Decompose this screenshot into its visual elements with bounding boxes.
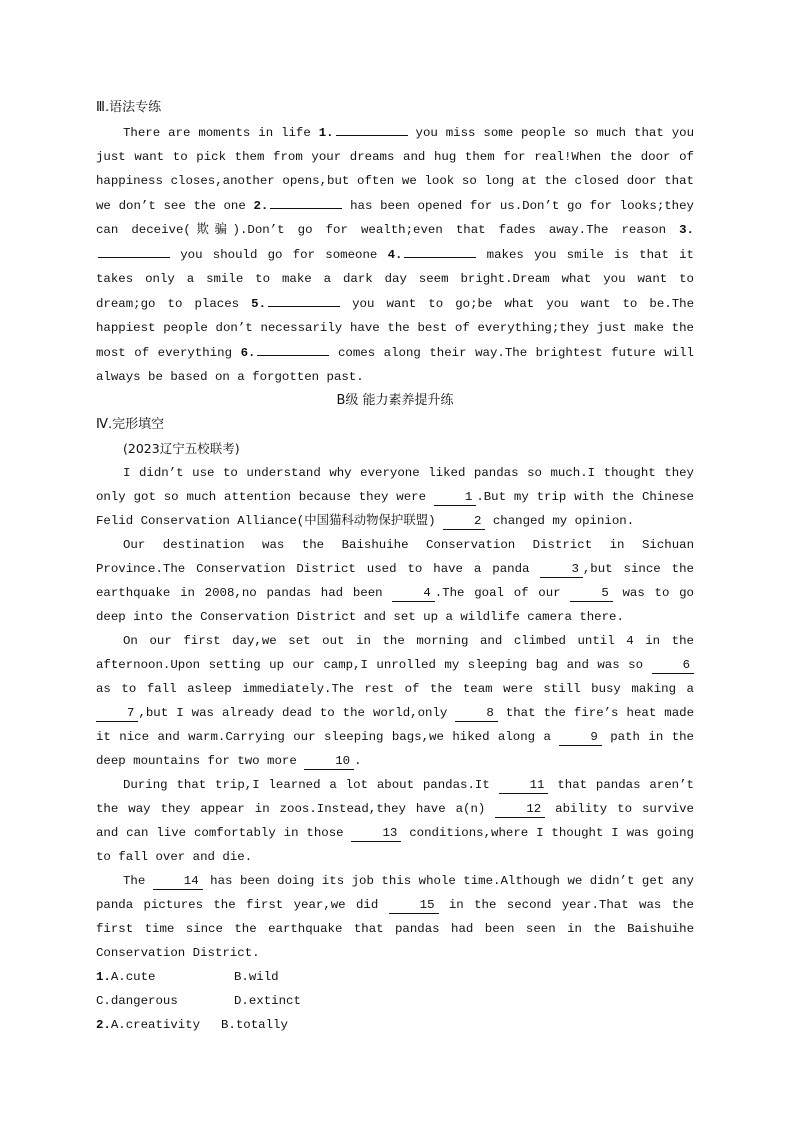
answer-blank[interactable] (268, 291, 340, 307)
blank-number: 6. (240, 346, 256, 360)
blank-number: 4. (387, 248, 403, 262)
cloze-blank[interactable]: 13 (351, 825, 401, 842)
cloze-blank[interactable]: 15 (389, 897, 439, 914)
option-b[interactable]: B.totally (221, 1018, 288, 1032)
question-number: 1. (96, 970, 111, 984)
section-3-title: Ⅲ.语法专练 (96, 100, 162, 115)
answer-blank[interactable] (336, 120, 408, 136)
cloze-blank[interactable]: 4 (392, 585, 434, 602)
blank-number: 3. (679, 223, 694, 237)
option-b[interactable]: B.wild (234, 970, 279, 984)
cloze-blank[interactable]: 3 (540, 561, 582, 578)
grammar-passage: There are moments in life 1. you miss some people so much that you just want to pick them from your dreams and hug them for real!When the door of happiness closes,another opens,but often we look so long at the closed door that we don’t see the one 2. has been opened for us.Don’t go for looks;they can deceive(欺骗).Don’t go for wealth;even that fades away.The reason 3. you should go for someone 4. makes you smile is that it takes only a smile to make a dark day seem bright.Dream what you want to dream;go to places 5. you want to go;be what you want to be.The happiest people don’t necessarily have the best of everything;they just make the most of everything 6. comes along their way.The brightest future will always be based on a forgotten past. (96, 120, 694, 389)
answer-blank[interactable] (98, 242, 170, 258)
cloze-paragraph-4: During that trip,I learned a lot about pandas.It 11 that pandas aren’t the way they appear in zoos.Instead,they have a(n) 12 ability to survive and can live comfortably in those 13 conditions,where I thought I was going to fall over and die. (96, 778, 694, 864)
option-a[interactable]: 2.A.creativity (96, 1018, 201, 1032)
cloze-blank[interactable]: 8 (455, 705, 497, 722)
cloze-blank[interactable]: 6 (652, 657, 694, 674)
cloze-paragraph-1: I didn’t use to understand why everyone liked pandas so much.I thought they only got so much attention because they were 1 .But my trip with the Chinese Felid Conservation Alliance(中国猫科动物保护联盟) 2 changed my opinion. (96, 466, 694, 528)
option-row (96, 1013, 694, 1037)
cloze-blank[interactable]: 10 (304, 753, 354, 770)
question-number: 2. (96, 1018, 111, 1032)
cloze-paragraph-3: On our first day,we set out in the morning and climbed until 4 in the afternoon.Upon setting up our camp,I unrolled my sleeping bag and was so 6 as to fall asleep immediately.The rest of the team were still busy making a 7 ,but I was already dead to the world,only 8 that the fire’s heat made it nice and warm.Carrying our sleeping bags,we hiked along a 9 path in the deep mountains for two more 10 . (96, 634, 695, 768)
cloze-blank[interactable]: 2 (443, 513, 485, 530)
cloze-blank[interactable]: 1 (434, 489, 476, 506)
blank-number: 2. (253, 199, 269, 213)
option-row (96, 989, 694, 1013)
option-c[interactable]: C.dangerous (96, 994, 178, 1008)
cloze-blank[interactable]: 11 (499, 777, 549, 794)
option-row (96, 965, 694, 989)
blank-number: 5. (251, 297, 267, 311)
cloze-blank[interactable]: 7 (96, 705, 138, 722)
answer-blank[interactable] (404, 242, 476, 258)
option-a[interactable]: 1.A.cute (96, 970, 156, 984)
cloze-blank[interactable]: 14 (153, 873, 203, 890)
answer-blank[interactable] (257, 340, 329, 356)
answer-blank[interactable] (270, 193, 342, 209)
cloze-paragraph-5: The 14 has been doing its job this whole time.Although we didn’t get any panda pictures the first year,we did 15 in the second year.That was the first time since the earthquake that pandas had been seen in the Baishuihe Conservation District. (96, 874, 694, 960)
cloze-blank[interactable]: 12 (495, 801, 545, 818)
cloze-blank[interactable]: 9 (559, 729, 601, 746)
worksheet-page (96, 96, 694, 1037)
option-d[interactable]: D.extinct (234, 994, 301, 1008)
cloze-blank[interactable]: 5 (570, 585, 612, 602)
section-4-title: Ⅳ.完形填空 (96, 417, 165, 432)
source-note: (2023辽宁五校联考) (123, 441, 240, 456)
blank-number: 1. (318, 126, 334, 140)
level-b-heading: B级 能力素养提升练 (336, 393, 454, 408)
cloze-paragraph-2: Our destination was the Baishuihe Conservation District in Sichuan Province.The Conservation District used to have a panda 3 ,but since the earthquake in 2008,no pandas had been 4 .The goal of our 5 was to go deep into the Conservation District and set up a wildlife camera there. (96, 538, 694, 624)
